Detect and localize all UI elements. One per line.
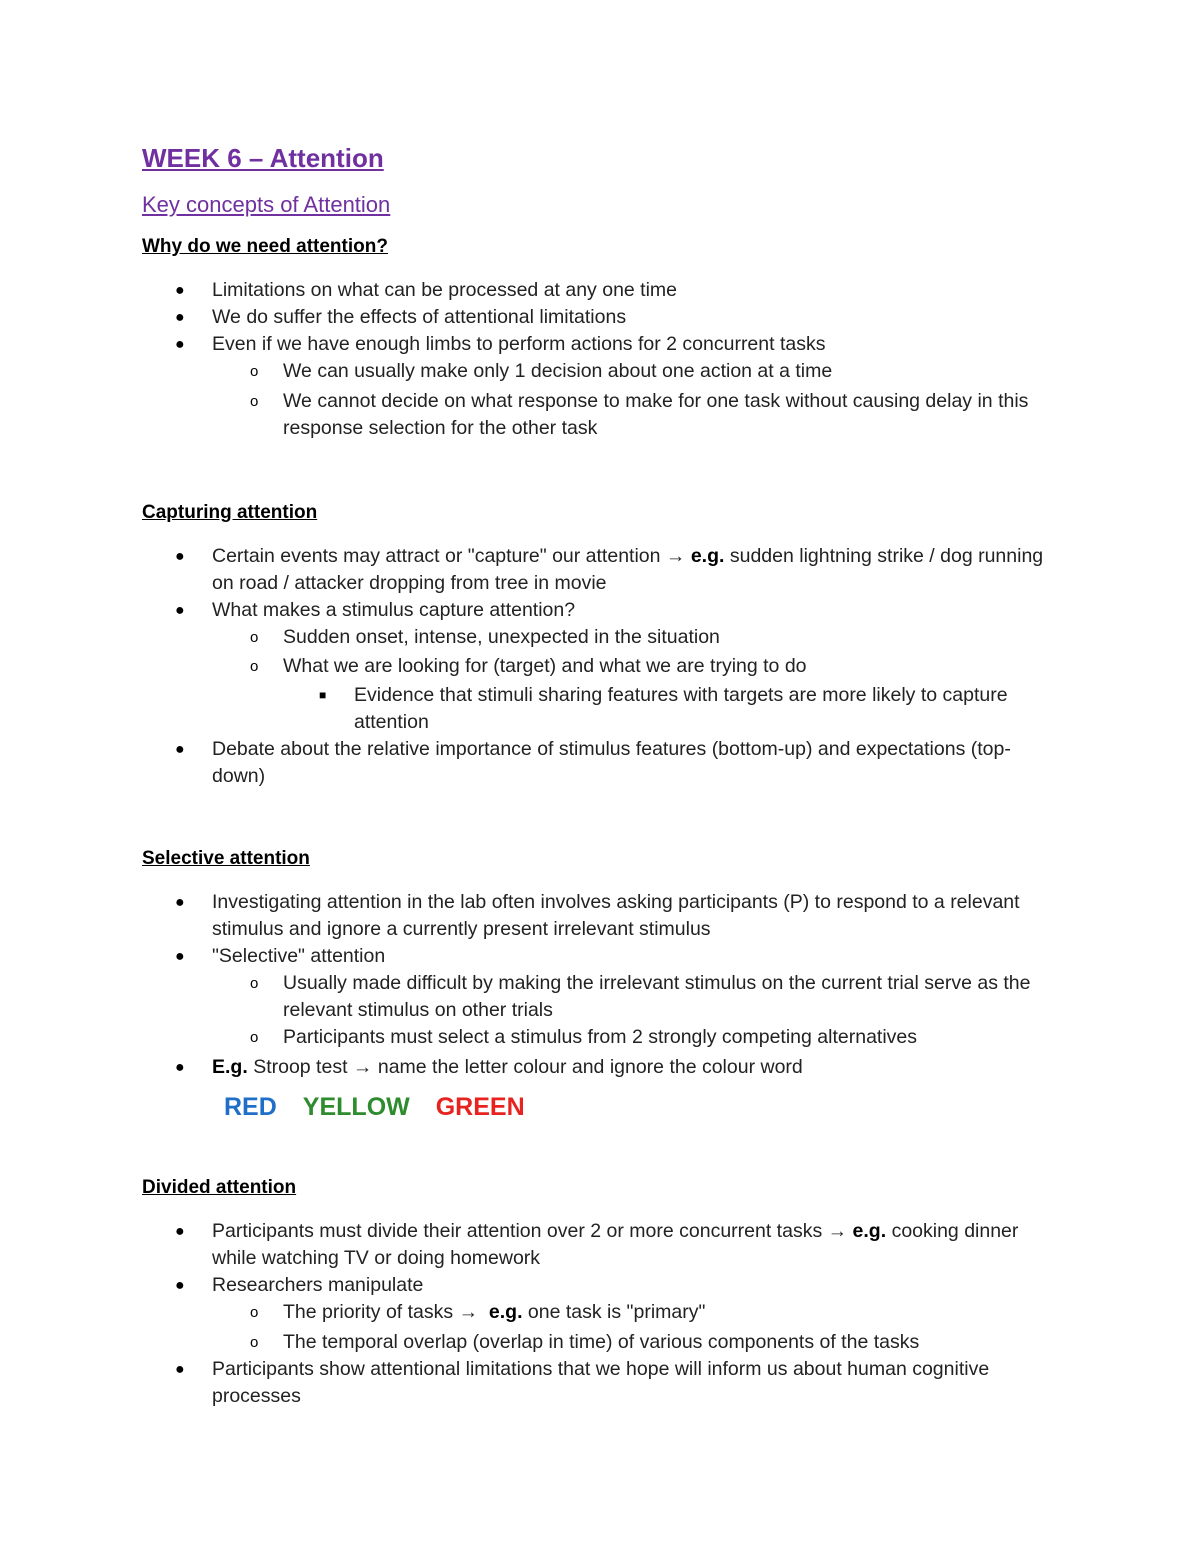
circle-bullet-icon: o	[250, 1304, 259, 1321]
list-item: o Participants must select a stimulus from 2 strongly competing alternatives	[142, 1024, 1062, 1051]
section-why	[142, 234, 1062, 442]
section-heading: Divided attention	[142, 1177, 297, 1198]
section-selective	[142, 846, 1062, 1121]
list-item: ● Certain events may attract or "capture" our attention → e.g. sudden lightning strike / dog running on road / attacker dropping from tree in movie	[175, 545, 1044, 594]
arrow-right-icon: →	[827, 1220, 848, 1242]
bullet-icon: ●	[175, 336, 185, 353]
list-item: o The temporal overlap (overlap in time) of various components of the tasks	[142, 1329, 1062, 1356]
list-item: o What we are looking for (target) and what we are trying to do	[142, 653, 1062, 680]
circle-bullet-icon: o	[250, 629, 259, 646]
list-item: ● Debate about the relative importance of stimulus features (bottom-up) and expectations (top-down)	[175, 738, 1011, 787]
list-item: ● Limitations on what can be processed at any one time	[142, 277, 1062, 304]
stroop-word: GREEN	[435, 1093, 525, 1121]
circle-bullet-icon: o	[250, 658, 259, 675]
arrow-right-icon: →	[665, 545, 686, 567]
document-page	[142, 140, 1062, 1407]
bullet-icon: ●	[175, 602, 185, 619]
stroop-word: YELLOW	[302, 1093, 410, 1121]
list-item: ■ Evidence that stimuli sharing features with targets are more likely to capture attention	[319, 684, 1008, 733]
bullet-icon: ●	[175, 948, 185, 965]
bullet-list	[142, 277, 1062, 442]
stroop-example	[224, 1092, 551, 1122]
circle-bullet-icon: o	[250, 363, 259, 380]
page-title: WEEK 6 – Attention	[142, 143, 384, 173]
bullet-list	[142, 889, 1062, 1081]
arrow-right-icon: →	[458, 1301, 479, 1323]
bullet-icon: ●	[175, 548, 185, 565]
bullet-icon: ●	[175, 282, 185, 299]
bullet-list	[142, 543, 1062, 790]
section-heading: Why do we need attention?	[142, 236, 388, 257]
bullet-icon: ●	[175, 1223, 185, 1240]
page-subtitle: Key concepts of Attention	[142, 192, 391, 217]
list-item: o We can usually make only 1 decision about one action at a time	[142, 358, 1062, 385]
section-heading: Selective attention	[142, 848, 310, 869]
section-capturing	[142, 500, 1062, 790]
bullet-icon: ●	[175, 1361, 185, 1378]
square-bullet-icon: ■	[319, 688, 327, 702]
list-item: ● Investigating attention in the lab often involves asking participants (P) to respond to a relevant stimulus and ignore a currently present irrelevant stimulus	[175, 891, 1020, 940]
circle-bullet-icon: o	[250, 1334, 259, 1351]
circle-bullet-icon: o	[250, 1029, 259, 1046]
stroop-word: RED	[224, 1093, 277, 1121]
section-divided	[142, 1175, 1062, 1410]
list-item: o Usually made difficult by making the irrelevant stimulus on the current trial serve as the relevant stimulus on other trials	[250, 972, 1031, 1021]
bullet-icon: ●	[175, 1059, 185, 1076]
bullet-icon: ●	[175, 1277, 185, 1294]
list-item: o Sudden onset, intense, unexpected in the situation	[142, 624, 1062, 651]
list-item: o The priority of tasks → e.g. one task is "primary"	[142, 1299, 1062, 1326]
list-item: ● Participants show attentional limitations that we hope will inform us about human cognitive processes	[175, 1358, 990, 1407]
list-item: ● E.g. Stroop test → name the letter colour and ignore the colour word	[142, 1054, 1062, 1081]
arrow-right-icon: →	[352, 1056, 373, 1078]
bullet-icon: ●	[175, 309, 185, 326]
list-item: o We cannot decide on what response to make for one task without causing delay in this response selection for the other task	[250, 390, 1029, 439]
list-item: ● Participants must divide their attention over 2 or more concurrent tasks → e.g. cooking dinner while watching TV or doing homework	[175, 1220, 1019, 1269]
list-item: ● What makes a stimulus capture attention?	[142, 597, 1062, 624]
bullet-icon: ●	[175, 894, 185, 911]
bullet-list	[142, 1218, 1062, 1410]
list-item: ● Researchers manipulate	[142, 1272, 1062, 1299]
section-heading: Capturing attention	[142, 502, 318, 523]
list-item: ● "Selective" attention	[142, 943, 1062, 970]
circle-bullet-icon: o	[250, 393, 259, 410]
bullet-icon: ●	[175, 741, 185, 758]
circle-bullet-icon: o	[250, 975, 259, 992]
list-item: ● We do suffer the effects of attentional limitations	[142, 304, 1062, 331]
list-item: ● Even if we have enough limbs to perform actions for 2 concurrent tasks	[142, 331, 1062, 358]
